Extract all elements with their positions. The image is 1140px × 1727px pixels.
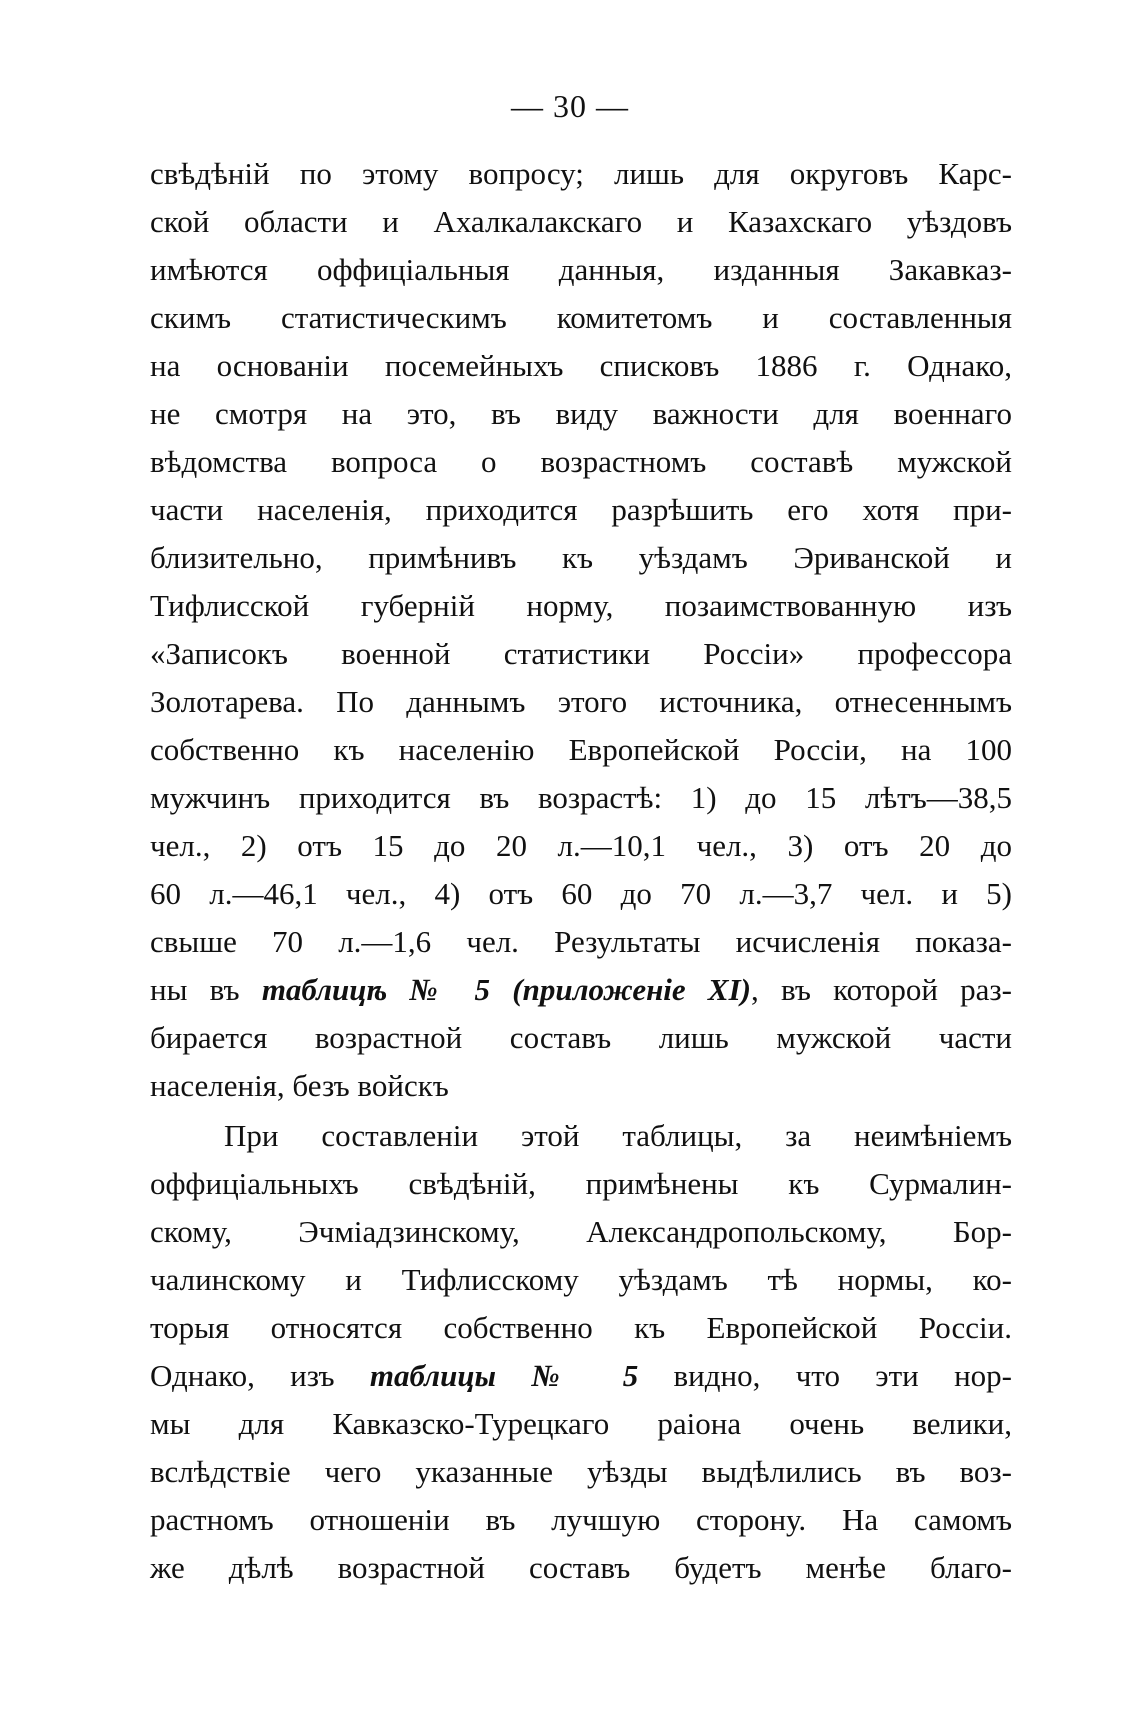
text-line: скому, Эчміадзинскому, Александропольскому, Бор- [150, 1214, 1012, 1249]
text-line-with-table-reference [150, 1352, 1012, 1400]
text-line: не смотря на это, въ виду важности для военнаго [150, 396, 1012, 431]
text-line: чел., 2) отъ 15 до 20 л.—10,1 чел., 3) отъ 20 до [150, 828, 1012, 863]
text-line: Золотарева. По даннымъ этого источника, отнесеннымъ [150, 684, 1012, 719]
text-line: растномъ отношеніи въ лучшую сторону. На самомъ [150, 1502, 1012, 1537]
text-line: свыше 70 л.—1,6 чел. Результаты исчисленія показа- [150, 924, 1012, 959]
text-line: бирается возрастной составъ лишь мужской части [150, 1020, 1012, 1055]
text-line-with-table-reference [150, 966, 1012, 1014]
text-fragment: , въ которой раз- [750, 972, 1012, 1007]
text-fragment: ны въ [150, 972, 262, 1007]
text-line: «Записокъ военной статистики Россіи» профессора [150, 636, 1012, 671]
text-line: Тифлисской губерній норму, позаимствованную изъ [150, 588, 1012, 623]
text-line: на основаніи посемейныхъ списковъ 1886 г. Однако, [150, 348, 1012, 383]
text-line: близительно, примѣнивъ къ уѣздамъ Эриванской и [150, 540, 1012, 575]
text-line: вѣдомства вопроса о возрастномъ составѣ мужской [150, 444, 1012, 479]
text-line: же дѣлѣ возрастной составъ будетъ менѣе благо- [150, 1550, 1012, 1585]
text-fragment: видно, что эти нор- [638, 1358, 1012, 1393]
text-line: торыя относятся собственно къ Европейской Россіи. [150, 1310, 1012, 1345]
text-line: оффиціальныхъ свѣдѣній, примѣнены къ Сурмалин- [150, 1166, 1012, 1201]
text-line: 60 л.—46,1 чел., 4) отъ 60 до 70 л.—3,7 чел. и 5) [150, 876, 1012, 911]
text-line: собственно къ населенію Европейской Россіи, на 100 [150, 732, 1012, 767]
text-line: чалинскому и Тифлисскому уѣздамъ тѣ нормы, ко- [150, 1262, 1012, 1297]
table-reference-italic: таблицѣ № 5 (приложеніе XI) [261, 972, 751, 1007]
text-line: При составленіи этой таблицы, за неимѣніемъ [224, 1118, 1012, 1153]
text-line: свѣдѣній по этому вопросу; лишь для округовъ Карс- [150, 156, 1012, 191]
paragraph-2 [150, 1112, 1012, 1592]
text-line: мужчинъ приходится въ возрастѣ: 1) до 15 лѣтъ—38,5 [150, 780, 1012, 815]
text-fragment: Однако, изъ [150, 1358, 370, 1393]
text-line: населенія, безъ войскъ [150, 1068, 449, 1103]
text-line: имѣются оффиціальныя данныя, изданныя Закавказ- [150, 252, 1012, 287]
text-line: мы для Кавказско-Турецкаго раіона очень велики, [150, 1406, 1012, 1441]
table-reference-italic: таблицы № 5 [369, 1358, 639, 1393]
page-number: — 30 — [511, 88, 629, 124]
text-line: скимъ статистическимъ комитетомъ и составленныя [150, 300, 1012, 335]
text-line: вслѣдствіе чего указанные уѣзды выдѣлились въ воз- [150, 1454, 1012, 1489]
text-line: ской области и Ахалкалакскаго и Казахскаго уѣздовъ [150, 204, 1012, 239]
text-line: части населенія, приходится разрѣшить его хотя при- [150, 492, 1012, 527]
paragraph-1 [150, 150, 1012, 1110]
